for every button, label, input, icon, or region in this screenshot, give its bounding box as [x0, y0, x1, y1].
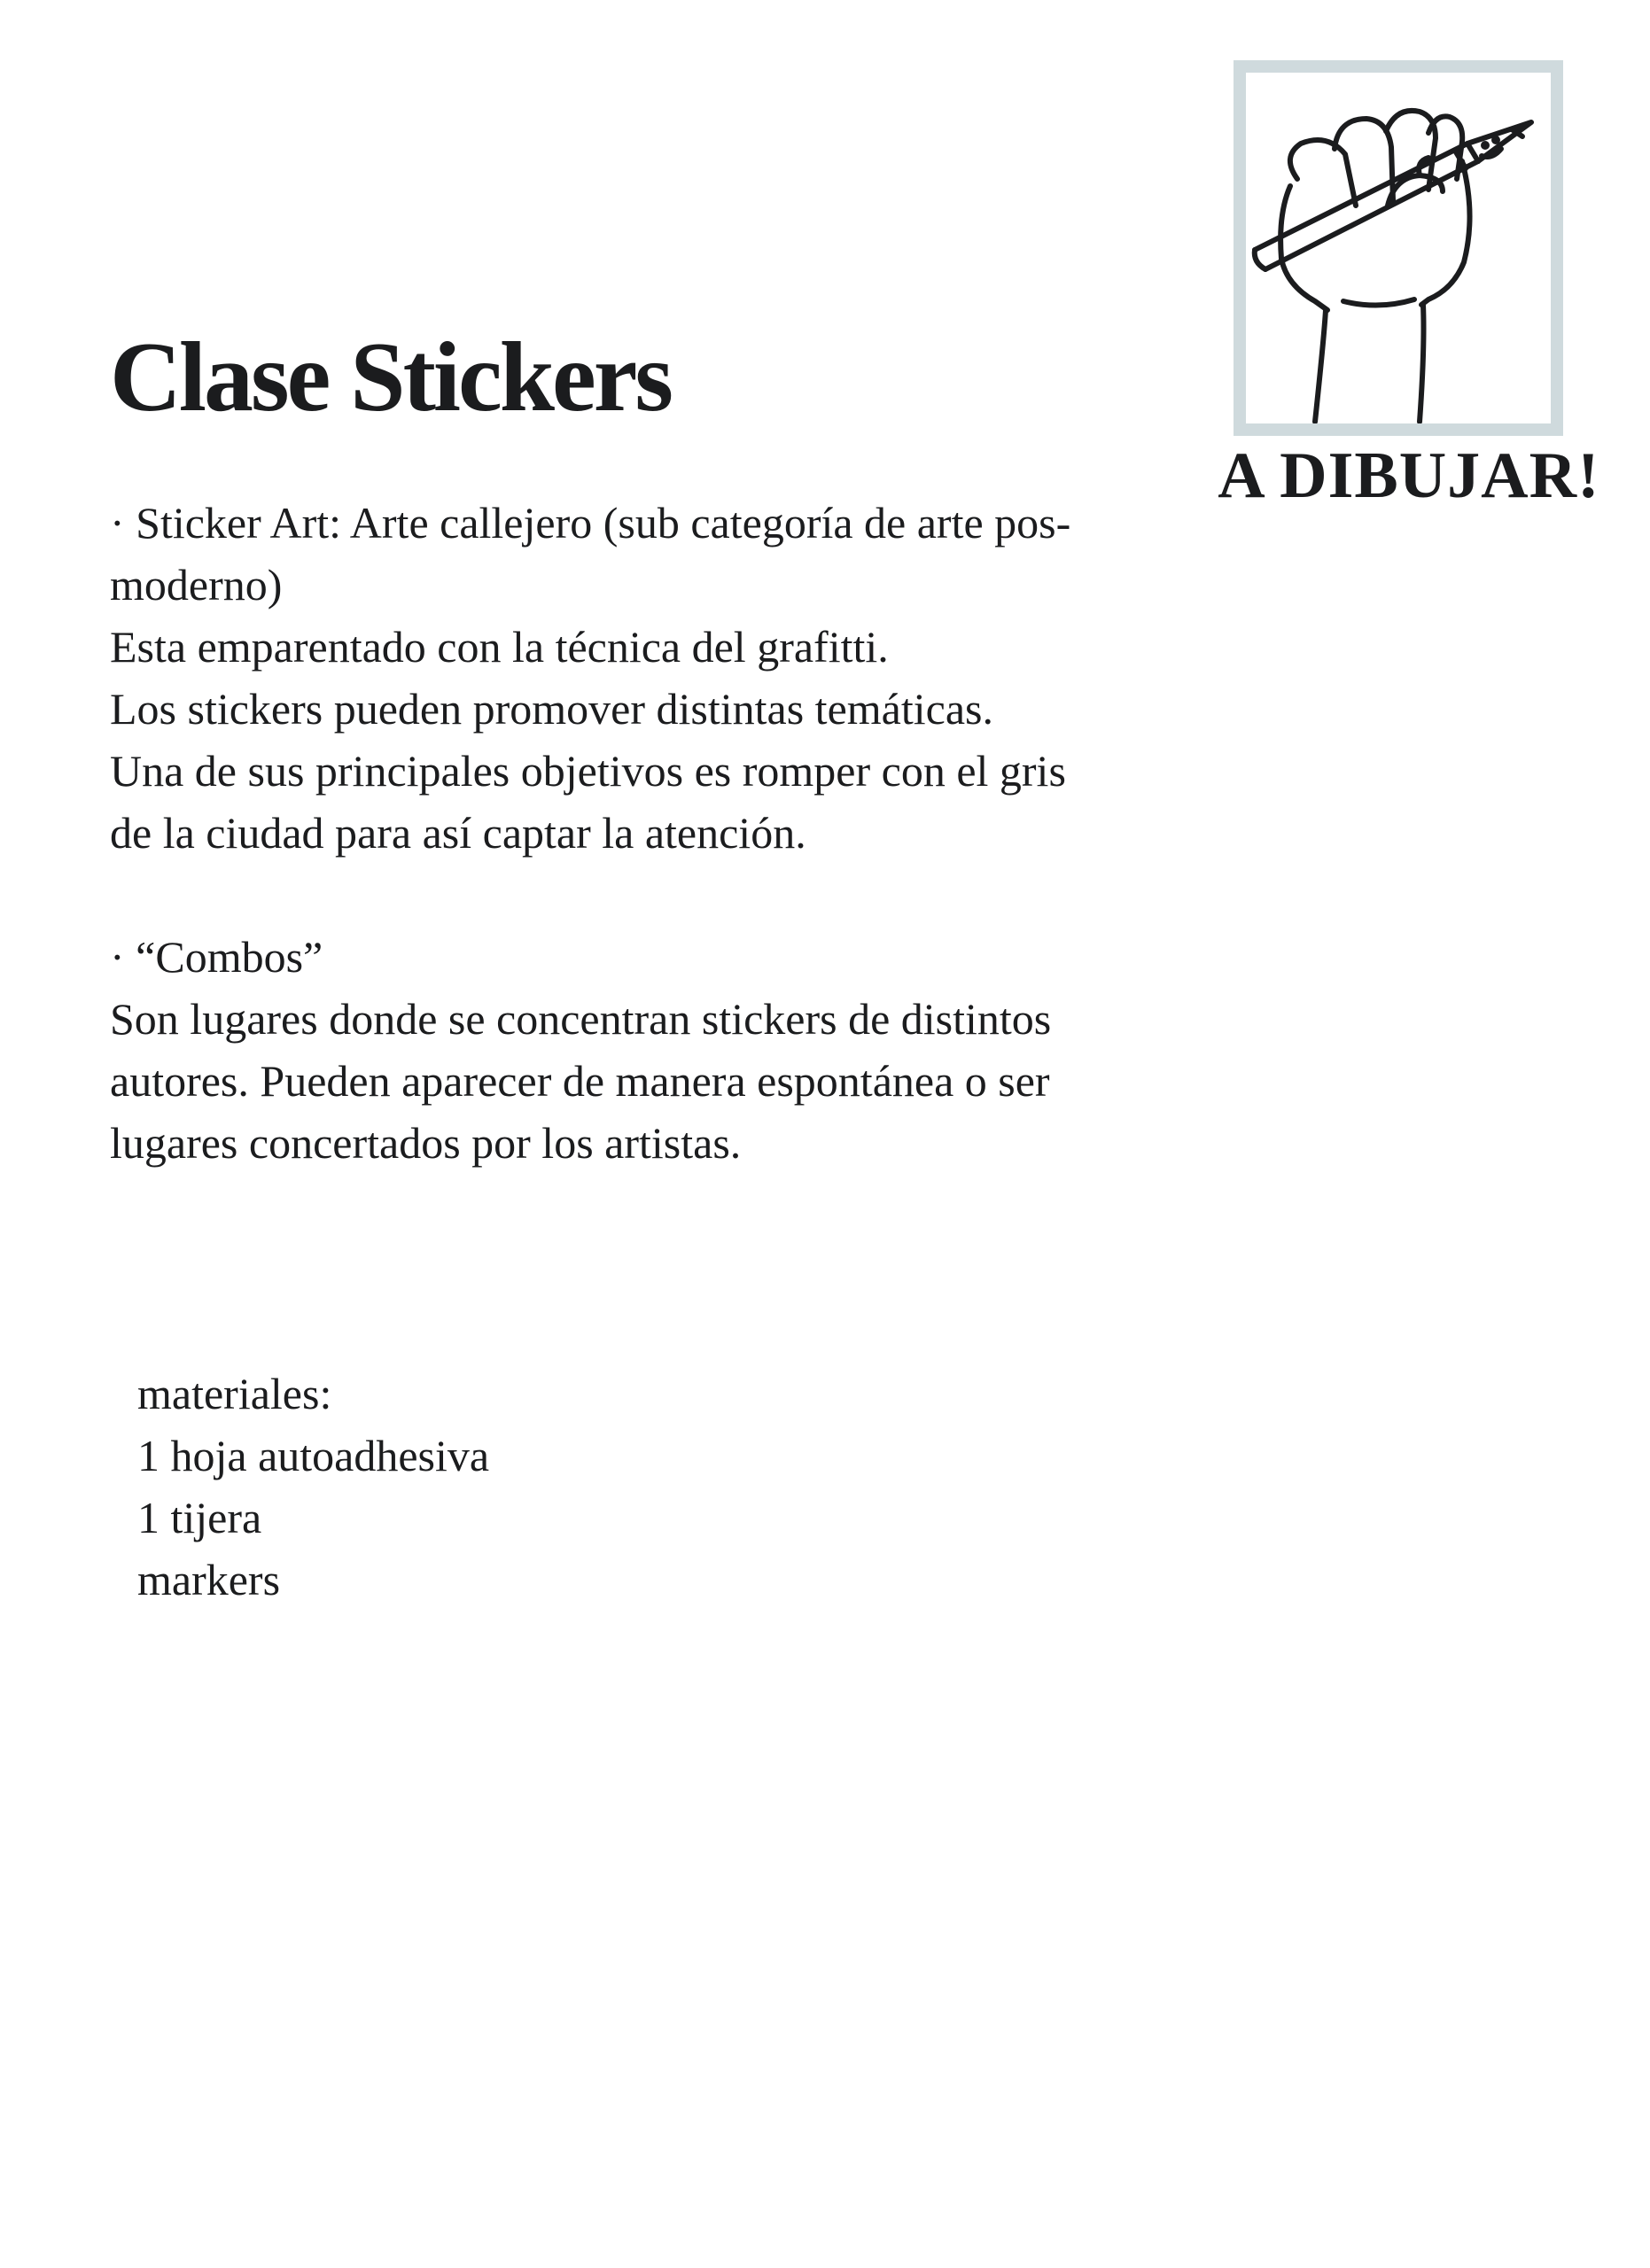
paragraph-line: Esta emparentado con la técnica del grafitti. [110, 622, 889, 672]
paragraph-line: Son lugares donde se concentran stickers de distintos [110, 994, 1052, 1044]
materials-item: markers [137, 1555, 281, 1604]
materials-heading: materiales: [137, 1369, 332, 1418]
paragraph-line: lugares concertados por los artistas. [110, 1118, 742, 1168]
materials-item: 1 hoja autoadhesiva [137, 1431, 490, 1480]
paragraph-line: Una de sus principales objetivos es romper con el gris [110, 746, 1066, 796]
page-title: Clase Stickers [110, 322, 672, 432]
paragraph-line: de la ciudad para así captar la atención. [110, 808, 806, 858]
a-dibujar-logo [1196, 60, 1622, 521]
logo-frame [1234, 60, 1563, 436]
materials-item: 1 tijera [137, 1493, 262, 1542]
paragraph-spacer [110, 864, 1156, 926]
paragraph-line: · Sticker Art: Arte callejero (sub categoría de arte pos- [110, 498, 1071, 548]
materials-list [137, 1363, 489, 1611]
fist-holding-pencil-icon [1246, 73, 1551, 423]
paragraph-line: autores. Pueden aparecer de manera espontánea o ser [110, 1056, 1050, 1106]
paragraph-line: moderno) [110, 560, 283, 610]
paragraph-line: Los stickers pueden promover distintas temáticas. [110, 684, 993, 734]
paragraph-line: · “Combos” [110, 932, 323, 982]
logo-text: A DIBUJAR! [1218, 439, 1600, 512]
body-text [110, 492, 1156, 1174]
